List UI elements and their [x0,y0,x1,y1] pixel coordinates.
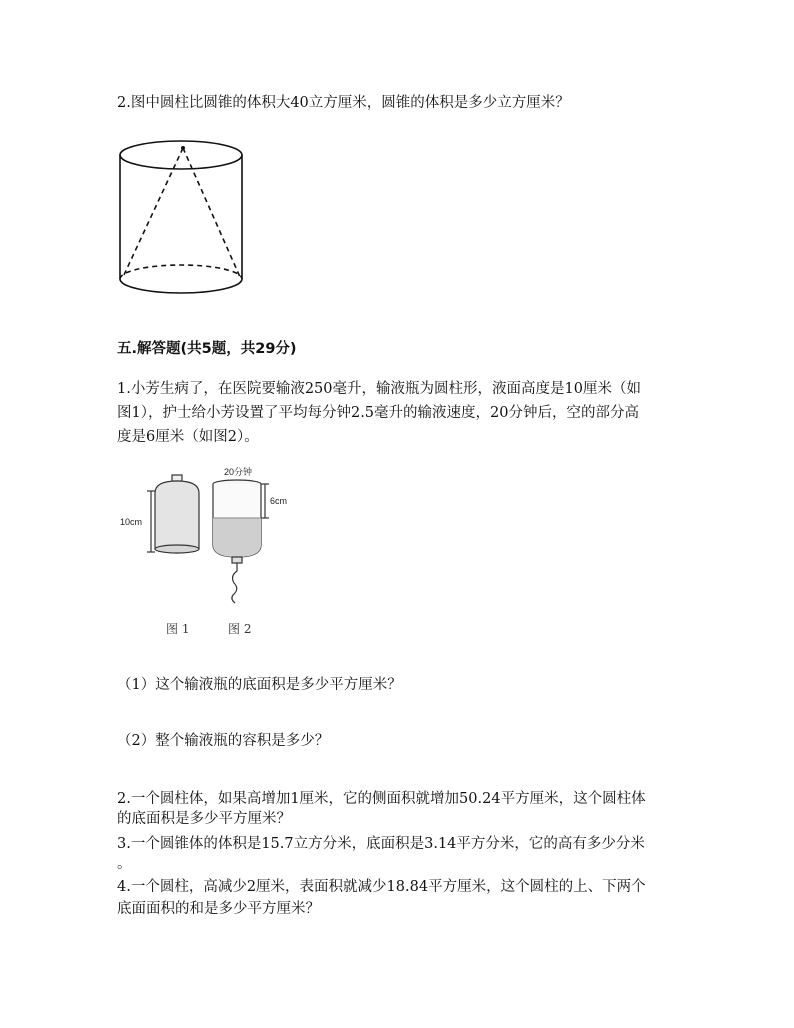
cone-apex [181,146,185,150]
bottle1-bottom [155,545,199,553]
cylinder-cone-figure [118,138,248,298]
q2-line2: 的底面积是多少平方厘米？ [117,811,291,827]
iv-tube [232,563,237,603]
bottle2-liquid [213,518,261,557]
label-20min: 20分钟 [224,467,253,477]
cylinder-top-ellipse [120,141,242,169]
q2-line1: 2.一个圆柱体，如果高增加1厘米，它的侧面积就增加50.24平方厘米，这个圆柱体 [117,791,646,807]
caption-figure-1: 图 1 [166,622,190,636]
q1-sub1: （1）这个输液瓶的底面积是多少平方厘米？ [117,677,402,693]
bottle1-cap [172,475,182,481]
q3-line2: 。 [117,856,132,872]
bottle1-body [155,481,199,553]
label-6cm: 6cm [270,496,288,506]
q1-line1: 1.小芳生病了，在医院要输液250毫升，输液瓶为圆柱形，液面高度是10厘米（如 [117,381,641,397]
label-10cm: 10cm [120,517,143,527]
question-text: 2.图中圆柱比圆锥的体积大40立方厘米，圆锥的体积是多少立方厘米？ [117,95,570,111]
section-title: 五.解答题(共5题，共29分) [117,341,297,357]
q1-sub2: （2）整个输液瓶的容积是多少？ [117,733,330,749]
q1-line3: 度是6厘米（如图2）。 [117,429,259,445]
cylinder-bottom-back [120,265,242,279]
q3-line1: 3.一个圆锥体的体积是15.7立方分米，底面积是3.14平方分米，它的高有多少分米 [117,836,645,852]
bottle2-cap [232,557,242,563]
q4-line2: 底面面积的和是多少平方厘米？ [117,901,320,917]
iv-bottle-figure [118,463,298,643]
q1-line2: 图1），护士给小芳设置了平均每分钟2.5毫升的输液速度，20分钟后，空的部分高 [117,405,639,421]
q4-line1: 4.一个圆柱，高减少2厘米，表面积就减少18.84平方厘米，这个圆柱的上、下两个 [117,879,646,895]
cylinder-bottom-front [120,279,242,293]
caption-figure-2: 图 2 [228,622,252,636]
